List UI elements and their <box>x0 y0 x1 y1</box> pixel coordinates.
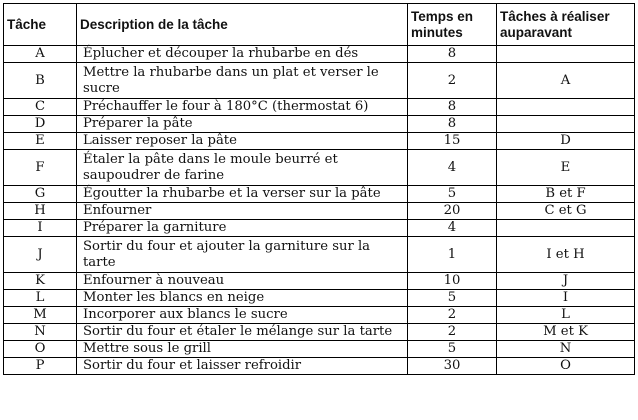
task-description: Préparer la garniture <box>77 220 408 237</box>
task-id: F <box>4 150 77 186</box>
task-prereq: J <box>497 273 635 290</box>
task-time: 30 <box>408 358 497 375</box>
table-row <box>4 46 635 63</box>
task-id: M <box>4 307 77 324</box>
table-row <box>4 307 635 324</box>
table-row <box>4 116 635 133</box>
task-time: 20 <box>408 203 497 220</box>
task-id: O <box>4 341 77 358</box>
task-id: P <box>4 358 77 375</box>
table-row <box>4 290 635 307</box>
table-row <box>4 324 635 341</box>
task-id: N <box>4 324 77 341</box>
header-time: Temps en minutes <box>408 4 497 46</box>
task-id: J <box>4 237 77 273</box>
table-row <box>4 273 635 290</box>
task-prereq <box>497 220 635 237</box>
task-description: Sortir du four et ajouter la garniture sur la tarte <box>77 237 408 273</box>
task-time: 8 <box>408 116 497 133</box>
task-id: I <box>4 220 77 237</box>
task-prereq: E <box>497 150 635 186</box>
task-prereq: O <box>497 358 635 375</box>
task-time: 4 <box>408 150 497 186</box>
task-time: 2 <box>408 307 497 324</box>
table-row <box>4 150 635 186</box>
task-description: Préchauffer le four à 180°C (thermostat 6) <box>77 99 408 116</box>
task-id: G <box>4 186 77 203</box>
table-row <box>4 341 635 358</box>
task-description: Mettre la rhubarbe dans un plat et verser le sucre <box>77 63 408 99</box>
task-prereq: A <box>497 63 635 99</box>
task-description: Étaler la pâte dans le moule beurré et saupoudrer de farine <box>77 150 408 186</box>
task-time: 1 <box>408 237 497 273</box>
task-id: L <box>4 290 77 307</box>
task-description: Enfourner à nouveau <box>77 273 408 290</box>
task-description: Sortir du four et étaler le mélange sur la tarte <box>77 324 408 341</box>
header-description: Description de la tâche <box>77 4 408 46</box>
task-description: Monter les blancs en neige <box>77 290 408 307</box>
task-table <box>3 3 635 375</box>
task-time: 5 <box>408 186 497 203</box>
task-id: D <box>4 116 77 133</box>
task-description: Mettre sous le grill <box>77 341 408 358</box>
header-row <box>4 4 635 46</box>
task-id: H <box>4 203 77 220</box>
task-description: Sortir du four et laisser refroidir <box>77 358 408 375</box>
task-time: 4 <box>408 220 497 237</box>
task-id: K <box>4 273 77 290</box>
task-time: 10 <box>408 273 497 290</box>
header-task: Tâche <box>4 4 77 46</box>
task-prereq: I <box>497 290 635 307</box>
task-prereq <box>497 99 635 116</box>
task-prereq: B et F <box>497 186 635 203</box>
task-prereq: L <box>497 307 635 324</box>
table-row <box>4 63 635 99</box>
table-row <box>4 133 635 150</box>
task-description: Incorporer aux blancs le sucre <box>77 307 408 324</box>
table-row <box>4 99 635 116</box>
task-id: A <box>4 46 77 63</box>
task-time: 2 <box>408 63 497 99</box>
header-prereq: Tâches à réaliser auparavant <box>497 4 635 46</box>
task-prereq: N <box>497 341 635 358</box>
task-table-container <box>3 3 635 375</box>
table-row <box>4 358 635 375</box>
task-id: B <box>4 63 77 99</box>
task-id: E <box>4 133 77 150</box>
task-prereq <box>497 116 635 133</box>
task-id: C <box>4 99 77 116</box>
table-row <box>4 237 635 273</box>
task-time: 8 <box>408 46 497 63</box>
task-prereq: M et K <box>497 324 635 341</box>
task-time: 8 <box>408 99 497 116</box>
task-time: 5 <box>408 341 497 358</box>
task-description: Laisser reposer la pâte <box>77 133 408 150</box>
table-row <box>4 220 635 237</box>
task-description: Préparer la pâte <box>77 116 408 133</box>
task-description: Égoutter la rhubarbe et la verser sur la pâte <box>77 186 408 203</box>
task-prereq <box>497 46 635 63</box>
task-description: Enfourner <box>77 203 408 220</box>
table-row <box>4 203 635 220</box>
task-description: Éplucher et découper la rhubarbe en dés <box>77 46 408 63</box>
task-time: 2 <box>408 324 497 341</box>
task-prereq: D <box>497 133 635 150</box>
task-time: 5 <box>408 290 497 307</box>
task-prereq: I et H <box>497 237 635 273</box>
table-row <box>4 186 635 203</box>
task-time: 15 <box>408 133 497 150</box>
task-prereq: C et G <box>497 203 635 220</box>
